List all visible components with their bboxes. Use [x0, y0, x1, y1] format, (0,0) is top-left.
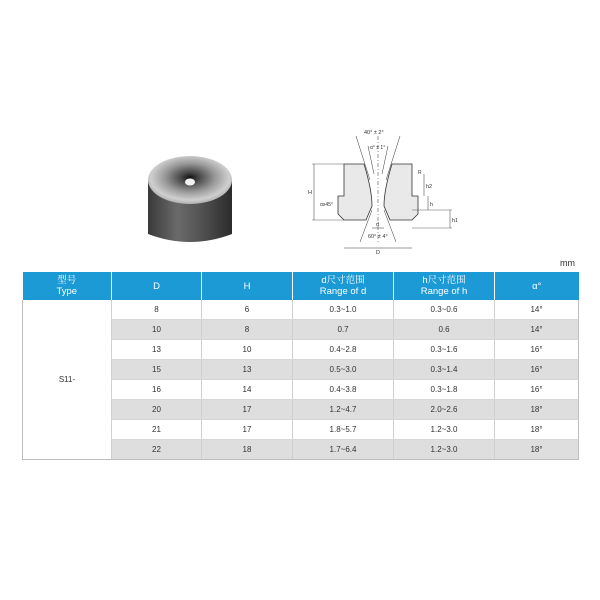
- header-H: [202, 272, 293, 300]
- cell-H: 17: [202, 420, 293, 440]
- table-row: [23, 300, 579, 320]
- cell-alpha: 16°: [495, 360, 579, 380]
- cell-range-d: 0.4~2.8: [293, 340, 394, 360]
- dim-H-label: H: [308, 190, 312, 196]
- header-range-d-cn: d尺寸范围: [321, 275, 365, 286]
- cell-alpha: 14°: [495, 300, 579, 320]
- cell-range-d: 1.8~5.7: [293, 420, 394, 440]
- dim-h-label: h: [430, 202, 434, 208]
- cell-range-d: 0.7: [293, 320, 394, 340]
- cell-range-d: 1.2~4.7: [293, 400, 394, 420]
- header-range-h: [394, 272, 495, 300]
- cell-H: 17: [202, 400, 293, 420]
- cell-range-h: 0.3~0.6: [394, 300, 495, 320]
- spec-table: [22, 272, 579, 460]
- header-range-h-cn: h尺寸范围: [422, 275, 466, 286]
- cell-range-d: 0.4~3.8: [293, 380, 394, 400]
- cell-D: 22: [112, 440, 202, 460]
- header-type: [23, 272, 112, 300]
- header-range-d-en: Range of d: [319, 286, 367, 297]
- header-H-label: H: [243, 280, 251, 292]
- cell-H: 8: [202, 320, 293, 340]
- cell-D: 21: [112, 420, 202, 440]
- cell-D: 13: [112, 340, 202, 360]
- dim-D-label: D: [376, 250, 380, 256]
- cell-D: 15: [112, 360, 202, 380]
- cell-alpha: 18°: [495, 400, 579, 420]
- cell-range-d: 0.3~1.0: [293, 300, 394, 320]
- product-photo: [142, 150, 238, 250]
- cell-alpha: 18°: [495, 420, 579, 440]
- cell-D: 8: [112, 300, 202, 320]
- header-type-en: Type: [56, 286, 78, 297]
- cell-range-h: 0.3~1.8: [394, 380, 495, 400]
- cell-H: 6: [202, 300, 293, 320]
- radius-label: R: [418, 170, 422, 176]
- dim-d-label: d: [376, 222, 380, 228]
- cell-alpha: 18°: [495, 440, 579, 460]
- header-type-cn: 型号: [57, 275, 77, 286]
- cell-range-d: 1.7~6.4: [293, 440, 394, 460]
- angle-top-label: 40° ± 2°: [364, 130, 384, 136]
- angle-alpha-label: α° ± 1°: [370, 145, 386, 151]
- cell-H: 14: [202, 380, 293, 400]
- dim-h1-label: h1: [452, 218, 459, 224]
- header-alpha-label: α°: [532, 280, 542, 292]
- cell-D: 10: [112, 320, 202, 340]
- cell-range-h: 0.6: [394, 320, 495, 340]
- cell-H: 13: [202, 360, 293, 380]
- cell-range-h: 1.2~3.0: [394, 420, 495, 440]
- header-range-d: [293, 272, 394, 300]
- header-range-h-en: Range of h: [420, 286, 468, 297]
- header-alpha: [495, 272, 579, 300]
- cell-alpha: 16°: [495, 340, 579, 360]
- cross-section-drawing: [300, 124, 465, 256]
- type-cell: S11-: [23, 300, 112, 460]
- cell-range-h: 1.2~3.0: [394, 440, 495, 460]
- cell-alpha: 16°: [495, 380, 579, 400]
- dim-h2-label: h2: [426, 184, 433, 190]
- header-D-label: D: [153, 280, 160, 292]
- cell-H: 10: [202, 340, 293, 360]
- header-D: [112, 272, 202, 300]
- table-header-row: [23, 272, 579, 300]
- cell-range-h: 0.3~1.4: [394, 360, 495, 380]
- unit-label: mm: [560, 258, 575, 268]
- cell-alpha: 14°: [495, 320, 579, 340]
- chamfer-label: αx45°: [320, 202, 333, 208]
- angle-bottom-label: 60° ± 4°: [368, 234, 388, 240]
- cell-range-d: 0.5~3.0: [293, 360, 394, 380]
- cell-D: 16: [112, 380, 202, 400]
- cell-H: 18: [202, 440, 293, 460]
- cell-D: 20: [112, 400, 202, 420]
- cell-range-h: 0.3~1.6: [394, 340, 495, 360]
- cell-range-h: 2.0~2.6: [394, 400, 495, 420]
